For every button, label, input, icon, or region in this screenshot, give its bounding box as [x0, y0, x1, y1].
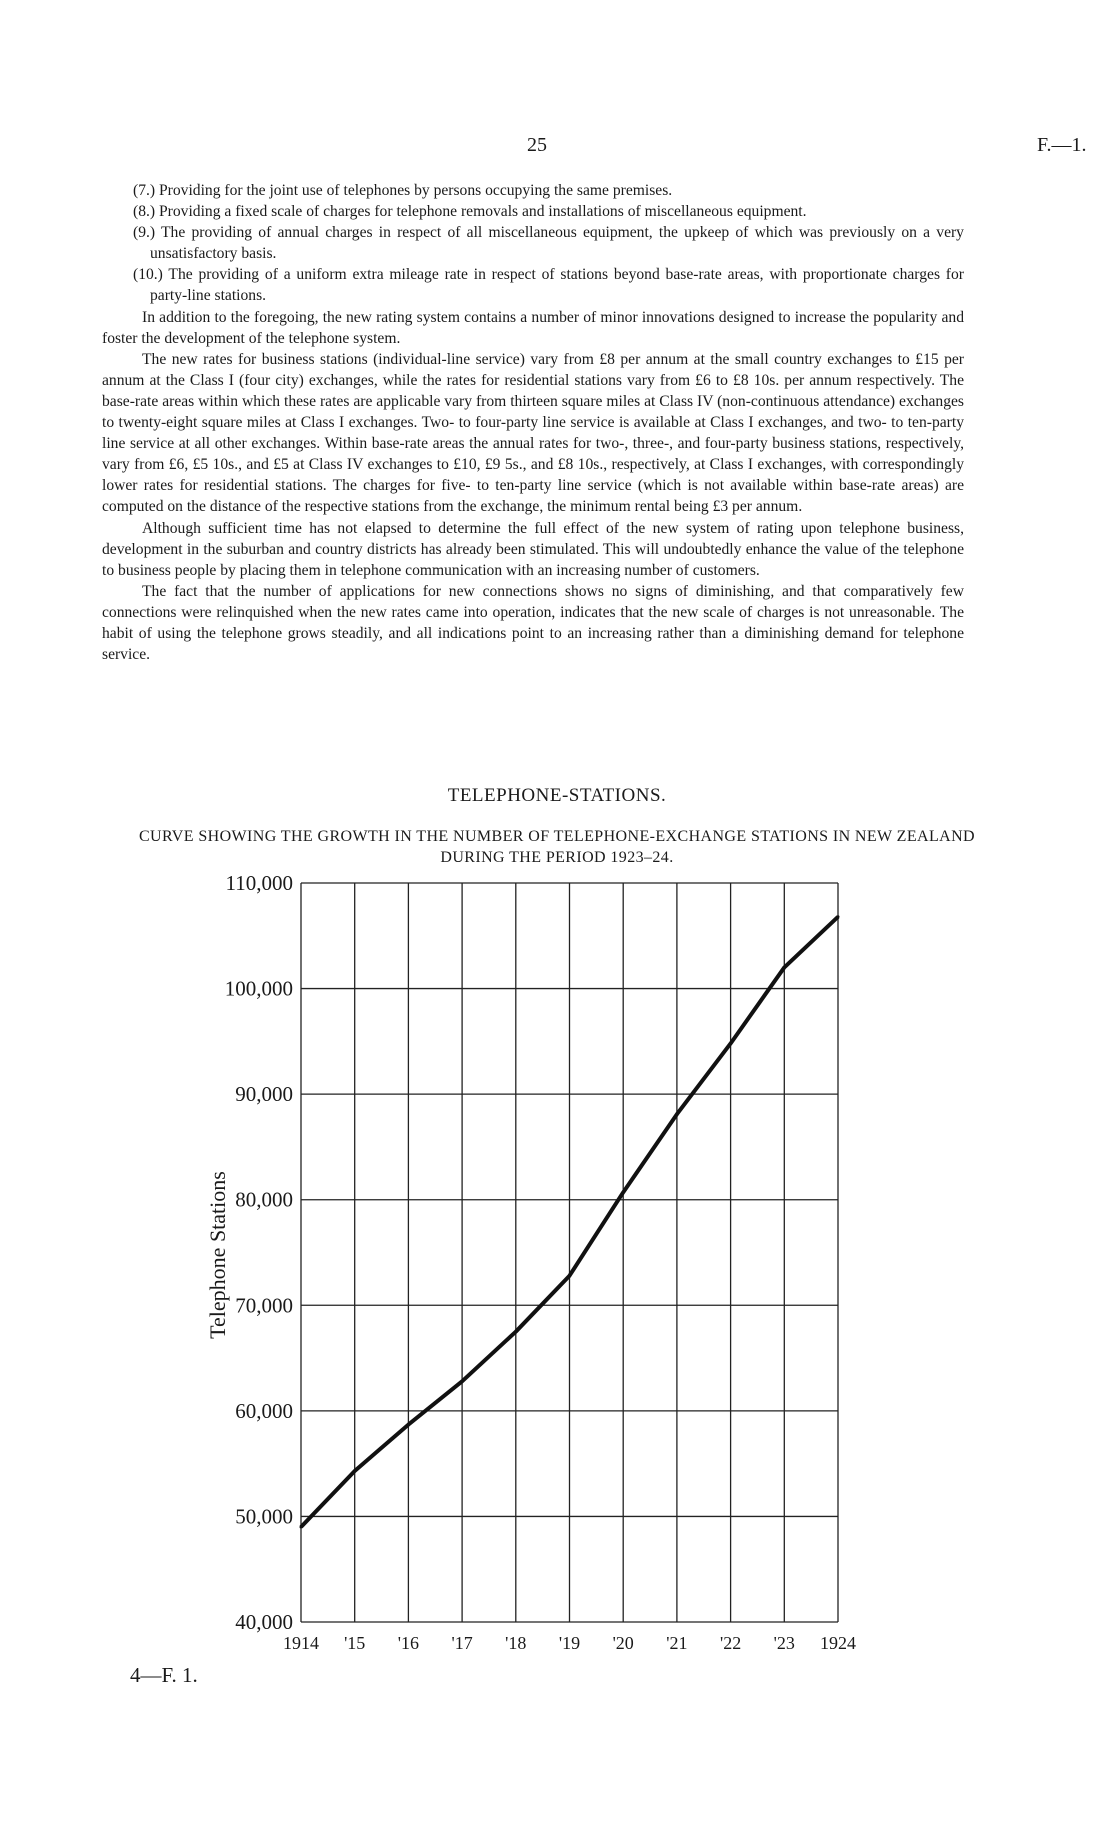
item-number: (10.): [133, 266, 163, 284]
paragraph: The new rates for business stations (individual-line service) vary from £8 per annum at the small country exchanges to £15 per annum at the Class I (four city) exchanges, while the rates for residential stations vary from £6 to £8 10s. per annum respectively. The base-rate areas within which these rates are applicable vary from thirteen square miles at Class IV (non-continuous attendance) exchanges to twenty-eight square miles at Class I exchanges. Two- to four-party line service is available at Class I exchanges, and two- to ten-party line service at all other exchanges. Within base-rate areas the annual rates for two-, three-, and four-party business stations, respectively, vary from £6, £5 10s., and £5 at Class IV exchanges to £10, £9 5s., and £8 10s., respectively, at Class I exchanges, with correspondingly lower rates for residential stations. The charges for five- to ten-party line service (which is not available within base-rate areas) are computed on the distance of the respective stations from the exchange, the minimum rental being £3 per annum.: [102, 350, 964, 516]
item-text: Providing a fixed scale of charges for telephone removals and installations of miscellaneous equipment.: [159, 203, 807, 221]
y-tick-label: 60,000: [235, 1398, 293, 1423]
x-tick-label: '23: [773, 1633, 795, 1653]
paragraph: In addition to the foregoing, the new rating system contains a number of minor innovations designed to increase the popularity and foster the development of the telephone system.: [102, 308, 964, 347]
x-tick-label: '17: [451, 1633, 473, 1653]
y-tick-label: 110,000: [225, 871, 293, 895]
x-tick-label: '22: [719, 1633, 742, 1653]
y-tick-label: 80,000: [235, 1187, 293, 1212]
y-tick-label: 100,000: [224, 976, 293, 1001]
x-tick-label: '18: [505, 1633, 527, 1653]
chart-subtitle: CURVE SHOWING THE GROWTH IN THE NUMBER OF TELEPHONE-EXCHANGE STATIONS IN NEW ZEALAND DURING THE PERIOD 1923–24.: [138, 828, 976, 866]
data-point: [783, 966, 786, 969]
page-number: 25: [527, 134, 547, 156]
item-text: Providing for the joint use of telephones by persons occupying the same premises.: [159, 182, 673, 199]
y-tick-label: 50,000: [235, 1504, 293, 1529]
chart-title: TELEPHONE-STATIONS.: [447, 785, 667, 806]
item-number: (7.): [133, 182, 156, 199]
x-tick-label: 1924: [820, 1633, 856, 1653]
y-tick-label: 70,000: [235, 1293, 293, 1318]
y-tick-label: 90,000: [235, 1082, 293, 1107]
footer-signature: 4—F. 1.: [130, 1663, 198, 1687]
item-number: (9.): [133, 224, 156, 242]
data-point: [407, 1423, 410, 1426]
data-point: [837, 915, 840, 918]
data-point: [461, 1380, 464, 1383]
data-point: [622, 1191, 625, 1194]
item-text: The providing of a uniform extra mileage rate in respect of stations beyond base-rate areas, with proportionate charges for party-line stations.: [150, 266, 964, 305]
y-axis-label: Telephone Stations: [205, 1171, 230, 1339]
x-tick-label: '21: [666, 1633, 688, 1653]
x-tick-label: '20: [612, 1633, 634, 1653]
paragraph: Although sufficient time has not elapsed to determine the full effect of the new system of rating upon telephone business, development in the suburban and country districts has already been stimulated. This will undoubtedly enhance the value of the telephone to business people by placing them in telephone communication with an increasing number of customers.: [102, 519, 964, 579]
data-point: [675, 1113, 678, 1116]
x-tick-label: '16: [397, 1633, 420, 1653]
data-point: [568, 1274, 571, 1277]
data-point: [353, 1470, 356, 1473]
x-tick-label: 1914: [283, 1633, 319, 1653]
item-text: The providing of annual charges in respect of all miscellaneous equipment, the upkeep of which was previously on a very unsatisfactory basis.: [150, 224, 964, 263]
paragraph: The fact that the number of applications for new connections shows no signs of diminishing, and that comparatively few connections were relinquished when the new rates came into operation, indicates that the new scale of charges is not unreasonable. The habit of using the telephone grows steadily, and all indications point to an increasing rather than a diminishing demand for telephone service.: [102, 582, 964, 664]
x-tick-label: '19: [558, 1633, 581, 1653]
data-point: [514, 1330, 517, 1333]
y-tick-label: 40,000: [235, 1610, 293, 1634]
item-number: (8.): [133, 203, 156, 221]
data-point: [300, 1525, 303, 1528]
x-tick-label: '15: [344, 1633, 366, 1653]
data-point: [729, 1042, 732, 1045]
document-reference: F.—1.: [1037, 134, 1087, 156]
